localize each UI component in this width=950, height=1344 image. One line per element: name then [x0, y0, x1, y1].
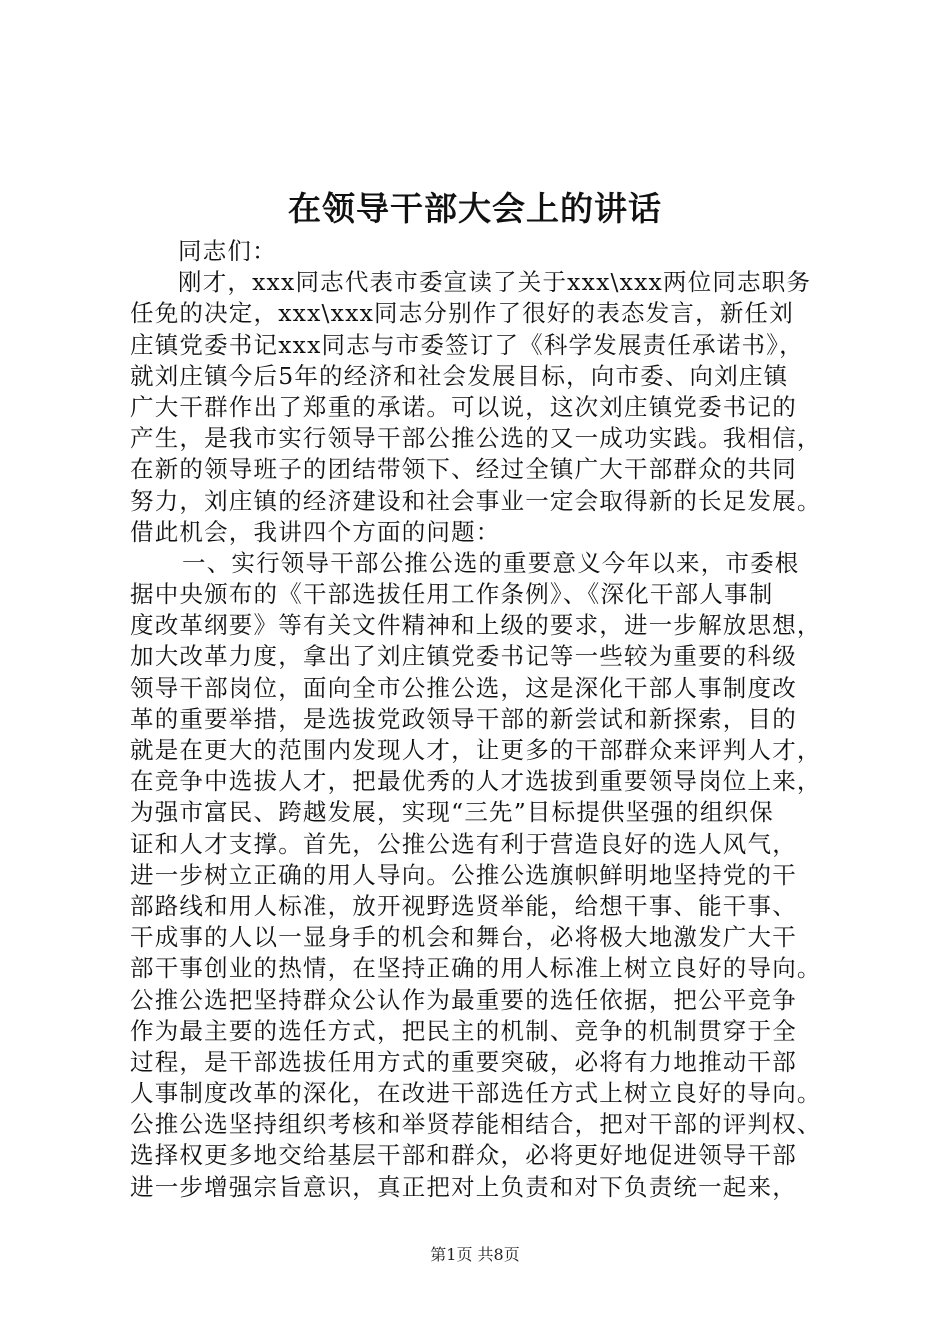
- document-title: 在领导干部大会上的讲话: [288, 189, 662, 228]
- text-line: 加大改革力度，拿出了刘庄镇党委书记等一些较为重要的科级: [130, 642, 797, 671]
- text-line: 庄镇党委书记xxx同志与市委签订了《科学发展责任承诺书》，: [130, 330, 804, 359]
- text-line: 一、实行领导干部公推公选的重要意义今年以来，市委根: [182, 548, 800, 577]
- text-line: 为强市富民、跨越发展，实现“三先”目标提供坚强的组织保: [130, 798, 774, 827]
- text-line: 部干事创业的热情，在坚持正确的用人标准上树立良好的导向。: [130, 954, 822, 983]
- text-line: 进一步增强宗旨意识，真正把对上负责和对下负责统一起来，: [130, 1172, 797, 1201]
- text-line: 选择权更多地交给基层干部和群众，必将更好地促进领导干部: [130, 1141, 797, 1170]
- document-body: [130, 236, 858, 1203]
- text-line: 进一步树立正确的用人导向。公推公选旗帜鲜明地坚持党的干: [130, 860, 797, 889]
- text-line: 过程，是干部选拔任用方式的重要突破，必将有力地推动干部: [130, 1047, 797, 1076]
- text-line: 产生，是我市实行领导干部公推公选的又一成功实践。我相信，: [130, 424, 822, 453]
- text-line: 努力，刘庄镇的经济建设和社会事业一定会取得新的长足发展。: [130, 486, 822, 515]
- text-line: 革的重要举措，是选拔党政领导干部的新尝试和新探索，目的: [130, 704, 797, 733]
- text-line: 同志们：: [178, 237, 277, 265]
- text-line: 公推公选坚持组织考核和举贤荐能相结合，把对干部的评判权、: [130, 1110, 822, 1139]
- text-line: 任免的决定，xxx\xxx同志分别作了很好的表态发言，新任刘: [130, 299, 794, 328]
- text-line: 据中央颁布的《干部选拔任用工作条例》、《深化干部人事制: [130, 580, 774, 609]
- text-line: 借此机会，我讲四个方面的问题：: [130, 517, 501, 546]
- page-footer: 第1页 共8页: [430, 1245, 520, 1264]
- text-line: 在竞争中选拔人才，把最优秀的人才选拔到重要领导岗位上来，: [130, 767, 822, 796]
- text-line: 广大干群作出了郑重的承诺。可以说，这次刘庄镇党委书记的: [130, 392, 797, 421]
- text-line: 部路线和用人标准，放开视野选贤举能，给想干事、能干事、: [130, 891, 797, 920]
- text-line: 在新的领导班子的团结带领下、经过全镇广大干部群众的共同: [130, 455, 797, 484]
- text-line: 证和人才支撑。首先，公推公选有利于营造良好的选人风气，: [130, 829, 797, 858]
- text-line: 就刘庄镇今后5年的经济和社会发展目标，向市委、向刘庄镇: [130, 361, 789, 390]
- text-line: 作为最主要的选任方式，把民主的机制、竞争的机制贯穿于全: [130, 1016, 797, 1045]
- text-line: 公推公选把坚持群众公认作为最重要的选任依据，把公平竞争: [130, 985, 797, 1014]
- text-line: 干成事的人以一显身手的机会和舞台，必将极大地激发广大干: [130, 923, 797, 952]
- text-line: 人事制度改革的深化，在改进干部选任方式上树立良好的导向。: [130, 1079, 822, 1108]
- text-line: 度改革纲要》等有关文件精神和上级的要求，进一步解放思想，: [130, 611, 822, 640]
- text-line: 刚才，xxx同志代表市委宣读了关于xxx\xxx两位同志职务: [178, 268, 812, 297]
- text-line: 就是在更大的范围内发现人才，让更多的干部群众来评判人才，: [130, 736, 822, 764]
- text-line: 领导干部岗位，面向全市公推公选，这是深化干部人事制度改: [130, 673, 797, 702]
